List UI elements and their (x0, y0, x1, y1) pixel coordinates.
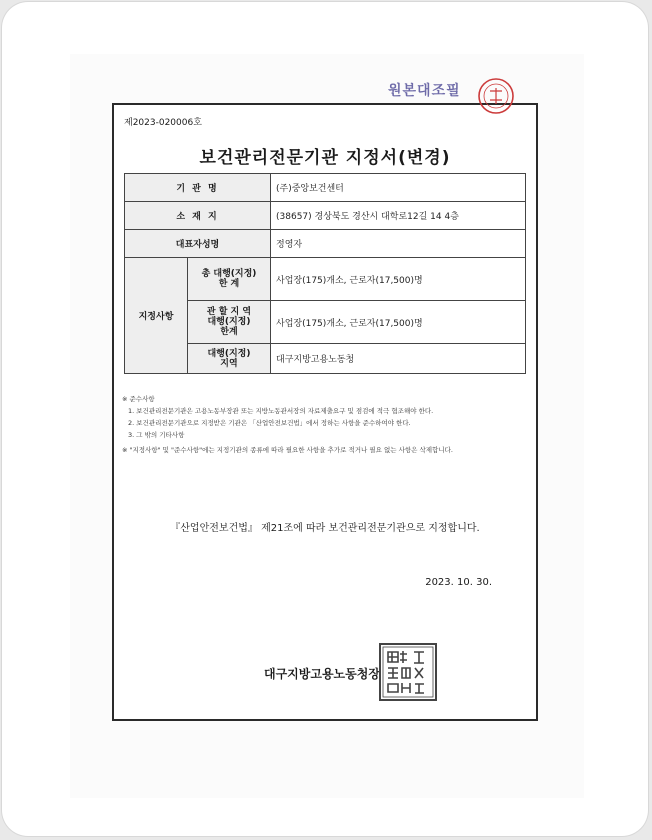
region-label: 대행(지정) 지역 (188, 344, 271, 374)
total-limit-label: 총 대행(지정) 한 계 (188, 258, 271, 301)
region-value: 대구지방고용노동청 (271, 344, 526, 374)
table-row (125, 258, 526, 301)
red-seal-icon (476, 76, 516, 116)
representative-value: 정영자 (271, 230, 526, 258)
issuer-name: 대구지방고용노동청장 (264, 667, 380, 681)
stamp-label: 원본대조필 (388, 83, 461, 99)
designation-label: 지정사항 (125, 258, 188, 374)
address-value: (38657) 경상북도 경산시 대학로12길 14 4층 (271, 202, 526, 230)
designation-table (124, 173, 526, 374)
issue-date: 2023. 10. 30. (425, 577, 492, 588)
representative-label: 대표자성명 (125, 230, 271, 258)
document-number: 제2023-020006호 (124, 118, 202, 128)
district-limit-label: 관 할 지 역 대행(지정) 한계 (188, 301, 271, 344)
table-row (125, 202, 526, 230)
district-limit-value: 사업장(175)개소, 근로자(17,500)명 (271, 301, 526, 344)
compliance-notes (122, 393, 532, 455)
document-title: 보건관리전문기관 지정서(변경) (199, 148, 451, 168)
note-item: 1. 보건관리전문기관은 고용노동부장관 또는 지방노동관서장의 자료제출요구 및 점검에 적극 협조해야 한다. (128, 407, 434, 415)
agency-value: (주)중앙보건센터 (271, 174, 526, 202)
certificate (112, 103, 538, 721)
table-row (125, 174, 526, 202)
total-limit-value: 사업장(175)개소, 근로자(17,500)명 (271, 258, 526, 301)
table-row (125, 230, 526, 258)
agency-label: 기 관 명 (125, 174, 271, 202)
official-seal-icon (378, 642, 438, 702)
note-item: 2. 보건관리전문기관으로 지정받은 기관은 「산업안전보건법」에서 정하는 사항을 준수하여야 한다. (128, 419, 411, 427)
certified-copy-stamp (388, 76, 524, 116)
notes-footnote: ※ "지정사항" 및 "준수사항"에는 지정기관의 종류에 따라 필요한 사항을 추가로 적거나 필요 없는 사항은 삭제합니다. (122, 446, 453, 454)
law-statement: 『산업안전보건법』 제21조에 따라 보건관리전문기관으로 지정합니다. (170, 523, 480, 534)
address-label: 소 재 지 (125, 202, 271, 230)
notes-heading: ※ 준수사항 (122, 395, 155, 403)
note-item: 3. 그 밖의 기타사항 (128, 431, 185, 439)
